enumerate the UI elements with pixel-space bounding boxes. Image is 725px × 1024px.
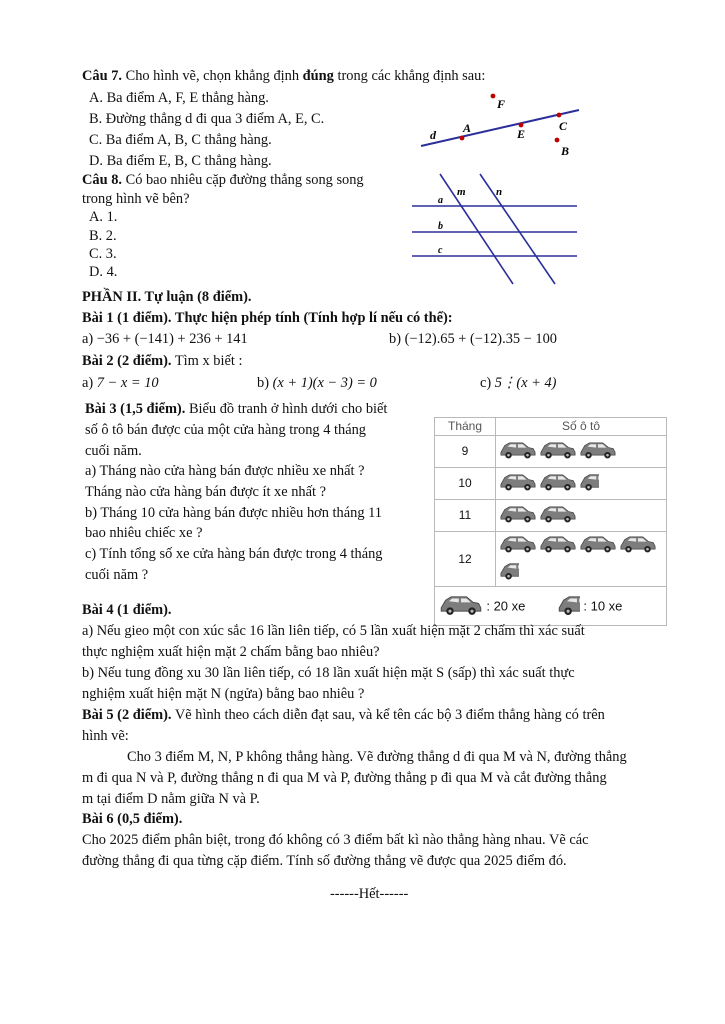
bai3-line8: cuối năm ? — [85, 567, 149, 583]
bai2-b-label: b) — [257, 375, 269, 391]
pictograph-row — [435, 500, 667, 532]
bai2-c — [480, 373, 556, 393]
car-icon — [539, 438, 577, 465]
q7-option-d: D. Ba điểm E, B, C thẳng hàng. — [89, 153, 272, 169]
label-c: C — [559, 119, 568, 133]
bai3-line2: cuối năm. — [85, 443, 142, 459]
bai4-title: Bài 4 (1 điểm). — [82, 602, 172, 618]
label-a: A — [463, 121, 472, 135]
q8-title: Câu 8. — [82, 172, 122, 188]
bai2-title-line — [82, 351, 242, 371]
car-icon — [579, 532, 617, 559]
label-n: n — [496, 186, 503, 198]
pictograph-rows — [435, 436, 667, 587]
car-icon — [499, 532, 537, 559]
label-e: E — [517, 127, 526, 141]
car-icon — [539, 532, 577, 559]
point-f — [491, 94, 496, 99]
bai3-line5: b) Tháng 10 cửa hàng bán được nhiều hơn tháng 11 — [85, 505, 382, 521]
bai5-line1: Vẽ hình theo cách diễn đạt sau, và kể tên các bộ 3 điểm thẳng hàng có trên — [174, 707, 605, 723]
bai1-a-label: a) — [82, 331, 94, 347]
month-cell: 11 — [435, 500, 496, 532]
q7-option-c: C. Ba điểm A, B, C thẳng hàng. — [89, 132, 272, 148]
label-c: c — [438, 245, 443, 256]
bai2-b-expr: (x + 1)(x − 3) = 0 — [272, 375, 377, 391]
bai5-body0: Cho 3 điểm M, N, P không thẳng hàng. Vẽ đường thẳng d đi qua M và N, đường thẳng — [127, 749, 627, 765]
bai4-line0: a) Nếu gieo một con xúc sắc 16 lần liên tiếp, có 5 lần xuất hiện mặt 2 chấm thì xác suất — [82, 623, 585, 639]
legend-half-text: : 10 xe — [583, 597, 623, 613]
bai2-b — [257, 373, 377, 393]
bai5-line-title — [82, 705, 605, 725]
part2-title: PHẦN II. Tự luận (8 điểm). — [82, 289, 252, 305]
bai2-a-label: a) — [82, 375, 94, 391]
pictograph-row — [435, 468, 667, 500]
q8-text2: trong hình vẽ bên? — [82, 191, 190, 207]
bai1-b-label: b) — [389, 331, 401, 347]
bai3-line6: bao nhiêu chiếc xe ? — [85, 525, 203, 541]
bai3-line0 — [85, 399, 387, 419]
car-icon — [539, 502, 577, 529]
label-b: b — [438, 221, 443, 232]
bai3-line4: Tháng nào cửa hàng bán được ít xe nhất ? — [85, 484, 326, 500]
bai4-line1: thực nghiệm xuất hiện mặt 2 chấm bằng bao nhiêu? — [82, 644, 380, 660]
pictograph-row — [435, 532, 667, 587]
legend-full-car-icon — [439, 591, 483, 622]
header-month: Tháng — [435, 418, 496, 436]
label-a: a — [438, 195, 443, 206]
q7-figure — [415, 88, 595, 183]
bai3-line7: c) Tính tổng số xe cửa hàng bán được trong 4 tháng — [85, 546, 383, 562]
cars-cell — [496, 532, 667, 587]
bai2-a — [82, 373, 159, 393]
car-icon — [499, 470, 537, 497]
cars-cell — [496, 468, 667, 500]
q8-option-b: B. 2. — [89, 228, 117, 244]
label-m: m — [457, 186, 466, 198]
bai1-title: Bài 1 (1 điểm). Thực hiện phép tính (Tính hợp lí nếu có thể): — [82, 310, 453, 326]
end-mark: ------Hết------ — [330, 886, 409, 902]
bai4-line3: nghiệm xuất hiện mặt N (ngửa) bằng bao nhiêu ? — [82, 686, 365, 702]
bai1-b — [389, 329, 557, 349]
bai2-c-expr: 5⋮(x + 4) — [494, 375, 557, 391]
q7-title: Câu 7. — [82, 68, 122, 84]
label-d: d — [430, 128, 436, 142]
bai2-c-label: c) — [480, 375, 492, 391]
label-b: B — [561, 144, 570, 158]
month-cell: 9 — [435, 436, 496, 468]
bai1-a-expr: −36 + (−141) + 236 + 141 — [96, 331, 248, 347]
bai5-body1: m đi qua N và P, đường thẳng n đi qua M và P, đường thẳng p đi qua M và cắt đường thẳng — [82, 770, 607, 786]
bai5-line2: hình vẽ: — [82, 728, 129, 744]
cars-cell — [496, 436, 667, 468]
q7-option-b: B. Đường thẳng d đi qua 3 điểm A, E, C. — [89, 111, 325, 127]
q8-text1: Có bao nhiêu cặp đường thẳng song song — [125, 172, 364, 188]
month-cell: 10 — [435, 468, 496, 500]
bai3-text0: Biểu đồ tranh ở hình dưới cho biết — [188, 401, 388, 417]
q8-option-a: A. 1. — [89, 209, 118, 225]
car-icon — [579, 438, 617, 465]
cars-cell — [496, 500, 667, 532]
bai6-line1: đường thẳng đi qua từng cặp điểm. Tính số đường thẳng vẽ được qua 2025 điểm đó. — [82, 853, 567, 869]
pictograph-legend — [435, 587, 667, 626]
q7-text-bold: đúng — [302, 68, 334, 84]
bai3-title: Bài 3 (1,5 điểm). — [85, 401, 186, 417]
q7-text-after: trong các khẳng định sau: — [337, 68, 486, 84]
bai4-line2: b) Nếu tung đồng xu 30 lần liên tiếp, có 18 lần xuất hiện mặt S (sấp) thì xác suất thực — [82, 665, 575, 681]
bai2-title: Bài 2 (2 điểm). — [82, 353, 172, 369]
q7-text-before: Cho hình vẽ, chọn khẳng định — [125, 68, 300, 84]
bai6-line0: Cho 2025 điểm phân biệt, trong đó không có 3 điểm bất kì nào thẳng hàng nhau. Vẽ các — [82, 832, 589, 848]
bai3-line3: a) Tháng nào cửa hàng bán được nhiều xe nhất ? — [85, 463, 365, 479]
q8-line1 — [82, 170, 364, 190]
legend-half-car-icon — [557, 591, 580, 622]
bai2-a-expr: 7 − x = 10 — [96, 375, 159, 391]
car-icon — [539, 470, 577, 497]
point-a — [460, 136, 465, 141]
pictograph-row — [435, 436, 667, 468]
bai6-title: Bài 6 (0,5 điểm). — [82, 811, 183, 827]
month-cell: 12 — [435, 532, 496, 587]
point-b — [555, 138, 560, 143]
half-car-icon — [579, 470, 599, 497]
bai1-b-expr: (−12).65 + (−12).35 − 100 — [404, 331, 557, 347]
car-icon — [619, 532, 657, 559]
bai5-body2: m tại điểm D nằm giữa N và P. — [82, 791, 260, 807]
half-car-icon — [499, 559, 519, 586]
bai3-line1: số ô tô bán được của một cửa hàng trong 4 tháng — [85, 422, 366, 438]
bai1-a — [82, 329, 248, 349]
car-icon — [499, 502, 537, 529]
q8-figure — [405, 170, 585, 288]
bai2-tail: Tìm x biết : — [174, 353, 243, 369]
q8-option-d: D. 4. — [89, 264, 118, 280]
q7-question — [82, 66, 485, 86]
q8-option-c: C. 3. — [89, 246, 117, 262]
pictograph-table — [434, 417, 667, 626]
legend-full-text: : 20 xe — [486, 597, 526, 613]
header-cars: Số ô tô — [496, 418, 667, 436]
point-c — [557, 113, 562, 118]
q7-option-a: A. Ba điểm A, F, E thẳng hàng. — [89, 90, 269, 106]
car-icon — [499, 438, 537, 465]
label-f: F — [497, 97, 506, 111]
bai5-title: Bài 5 (2 điểm). — [82, 707, 172, 723]
line-n — [480, 174, 555, 284]
